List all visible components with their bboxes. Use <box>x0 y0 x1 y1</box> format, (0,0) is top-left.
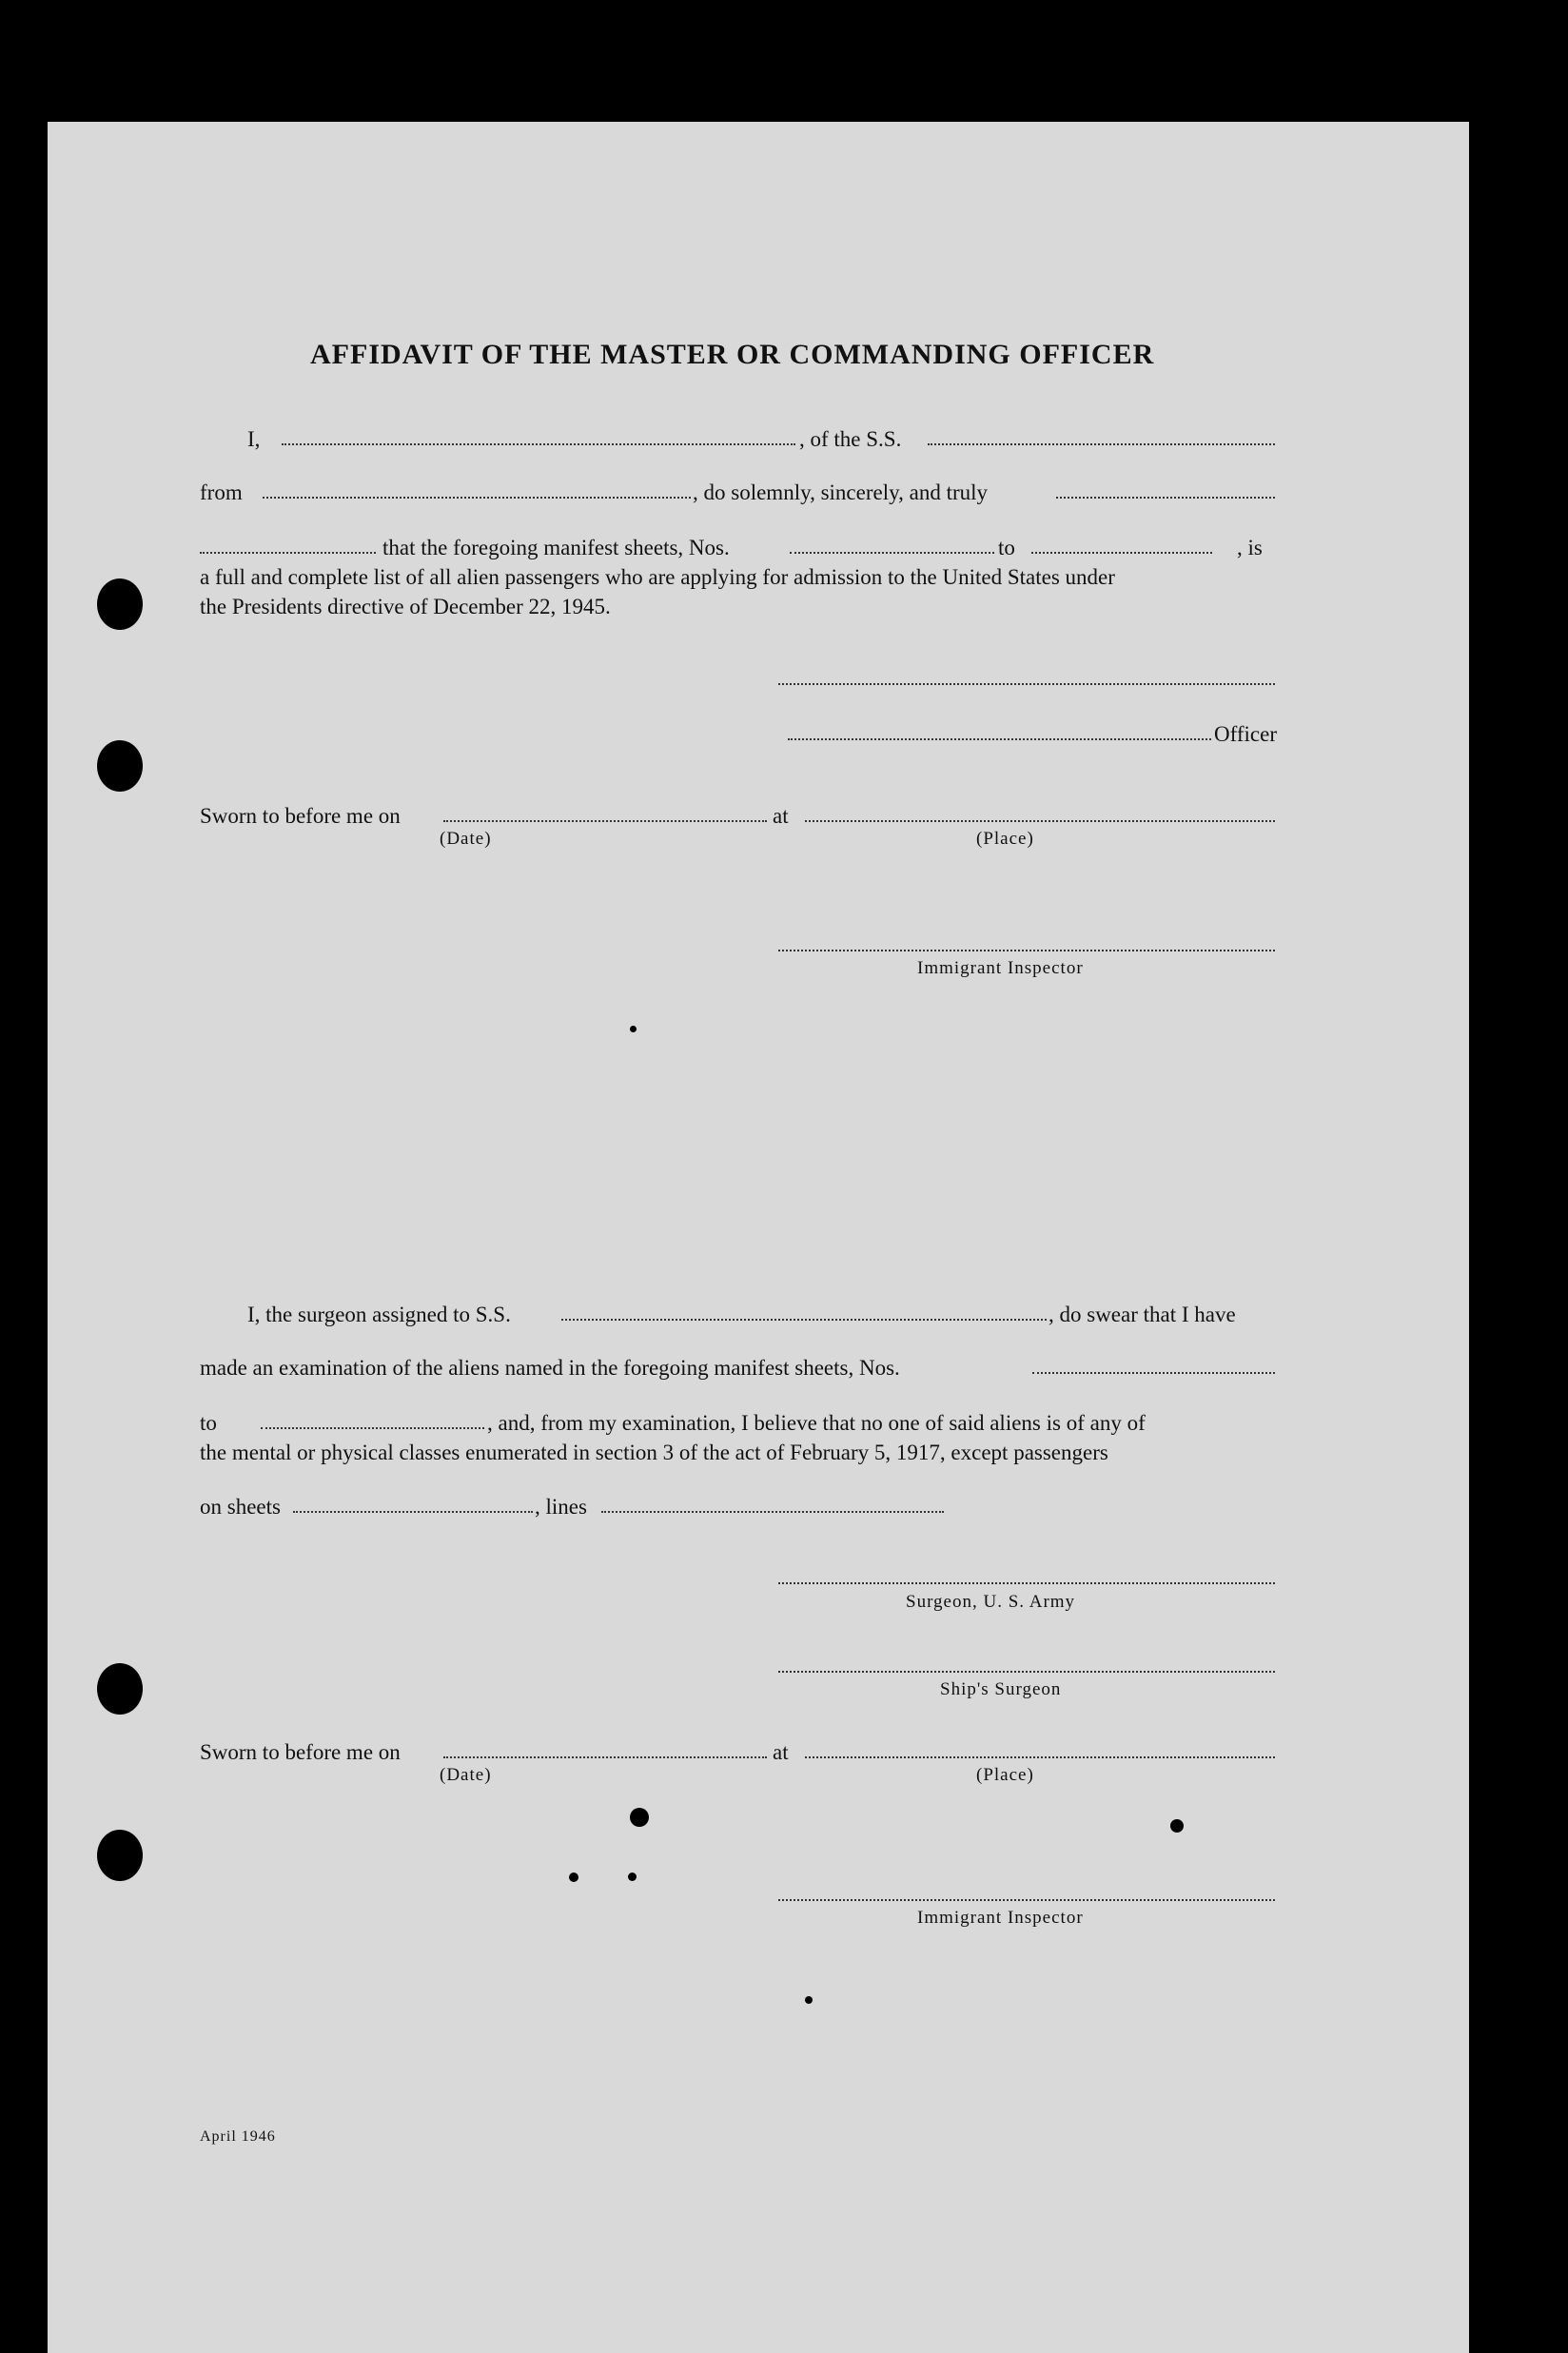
punch-hole <box>97 578 143 630</box>
sworn-date-field[interactable] <box>443 1756 767 1758</box>
at-label: at <box>773 1740 789 1764</box>
date-caption: (Date) <box>440 1765 492 1785</box>
solemnly-label: , do solemnly, sincerely, and truly <box>693 480 989 504</box>
ink-speck <box>628 1873 637 1881</box>
form-title: AFFIDAVIT OF THE MASTER OR COMMANDING OFFICER <box>310 339 1155 370</box>
inspector-label: Immigrant Inspector <box>917 1908 1084 1928</box>
ink-speck <box>630 1808 649 1827</box>
ship-name-field[interactable] <box>928 443 1275 445</box>
sheet-from-field[interactable] <box>790 552 994 554</box>
form-date-footer: April 1946 <box>200 2128 276 2145</box>
army-surgeon-signature-line[interactable] <box>778 1582 1275 1584</box>
ink-speck <box>805 1996 813 2004</box>
exception-sheets-field[interactable] <box>293 1511 533 1513</box>
surgeon-line: the mental or physical classes enumerated in section 3 of the act of February 5, 1917, except passengers <box>200 1441 1108 1464</box>
i-label: I, <box>247 427 261 451</box>
officer-signature-line[interactable] <box>778 683 1275 685</box>
from-label: from <box>200 480 243 504</box>
oath-field[interactable] <box>1056 497 1275 499</box>
ship-surgeon-label: Ship's Surgeon <box>940 1679 1062 1699</box>
manifest-sheets-label: that the foregoing manifest sheets, Nos. <box>382 536 730 559</box>
place-caption: (Place) <box>976 1765 1034 1785</box>
surgeon-sheet-from-field[interactable] <box>1032 1372 1275 1374</box>
at-label: at <box>773 804 789 828</box>
date-caption: (Date) <box>440 829 492 849</box>
statement-line: a full and complete list of all alien passengers who are applying for admission to the United States under <box>200 565 1115 589</box>
master-name-field[interactable] <box>282 443 795 445</box>
ship-surgeon-signature-line[interactable] <box>778 1671 1275 1673</box>
army-surgeon-label: Surgeon, U. S. Army <box>906 1592 1076 1612</box>
officer-signature-line[interactable] <box>788 738 1211 740</box>
inspector-signature-line[interactable] <box>778 950 1275 951</box>
officer-label: Officer <box>1214 722 1277 746</box>
surgeon-line: I, the surgeon assigned to S.S. <box>247 1303 511 1326</box>
of-ss-label: , of the S.S. <box>799 427 902 451</box>
surgeon-sheet-to-field[interactable] <box>261 1427 484 1429</box>
to-label: to <box>998 536 1015 559</box>
punch-hole <box>97 1663 143 1715</box>
oath-continued-field[interactable] <box>200 552 376 554</box>
punch-hole <box>97 740 143 792</box>
exception-lines-field[interactable] <box>601 1511 944 1513</box>
ink-speck <box>630 1026 637 1032</box>
inspector-signature-line[interactable] <box>778 1899 1275 1901</box>
surgeon-line: made an examination of the aliens named in the foregoing manifest sheets, Nos. <box>200 1356 900 1380</box>
ink-speck <box>1170 1819 1184 1833</box>
form-page <box>48 122 1469 2353</box>
place-caption: (Place) <box>976 829 1034 849</box>
sworn-date-field[interactable] <box>443 820 767 822</box>
sworn-place-field[interactable] <box>805 820 1275 822</box>
sheet-to-field[interactable] <box>1031 552 1212 554</box>
on-sheets-label: on sheets <box>200 1495 281 1519</box>
lines-label: , lines <box>535 1495 587 1519</box>
is-label: , is <box>1237 536 1263 559</box>
sworn-label: Sworn to before me on <box>200 804 401 828</box>
inspector-label: Immigrant Inspector <box>917 958 1084 978</box>
surgeon-ship-field[interactable] <box>561 1319 1047 1321</box>
punch-hole <box>97 1830 143 1881</box>
swear-label: , do swear that I have <box>1049 1303 1236 1326</box>
statement-line: the Presidents directive of December 22, 1945. <box>200 595 611 618</box>
port-from-field[interactable] <box>263 497 691 499</box>
sworn-label: Sworn to before me on <box>200 1740 401 1764</box>
to-label: to <box>200 1411 217 1435</box>
surgeon-line: , and, from my examination, I believe that no one of said aliens is of any of <box>487 1411 1146 1435</box>
sworn-place-field[interactable] <box>805 1756 1275 1758</box>
ink-speck <box>569 1873 578 1882</box>
